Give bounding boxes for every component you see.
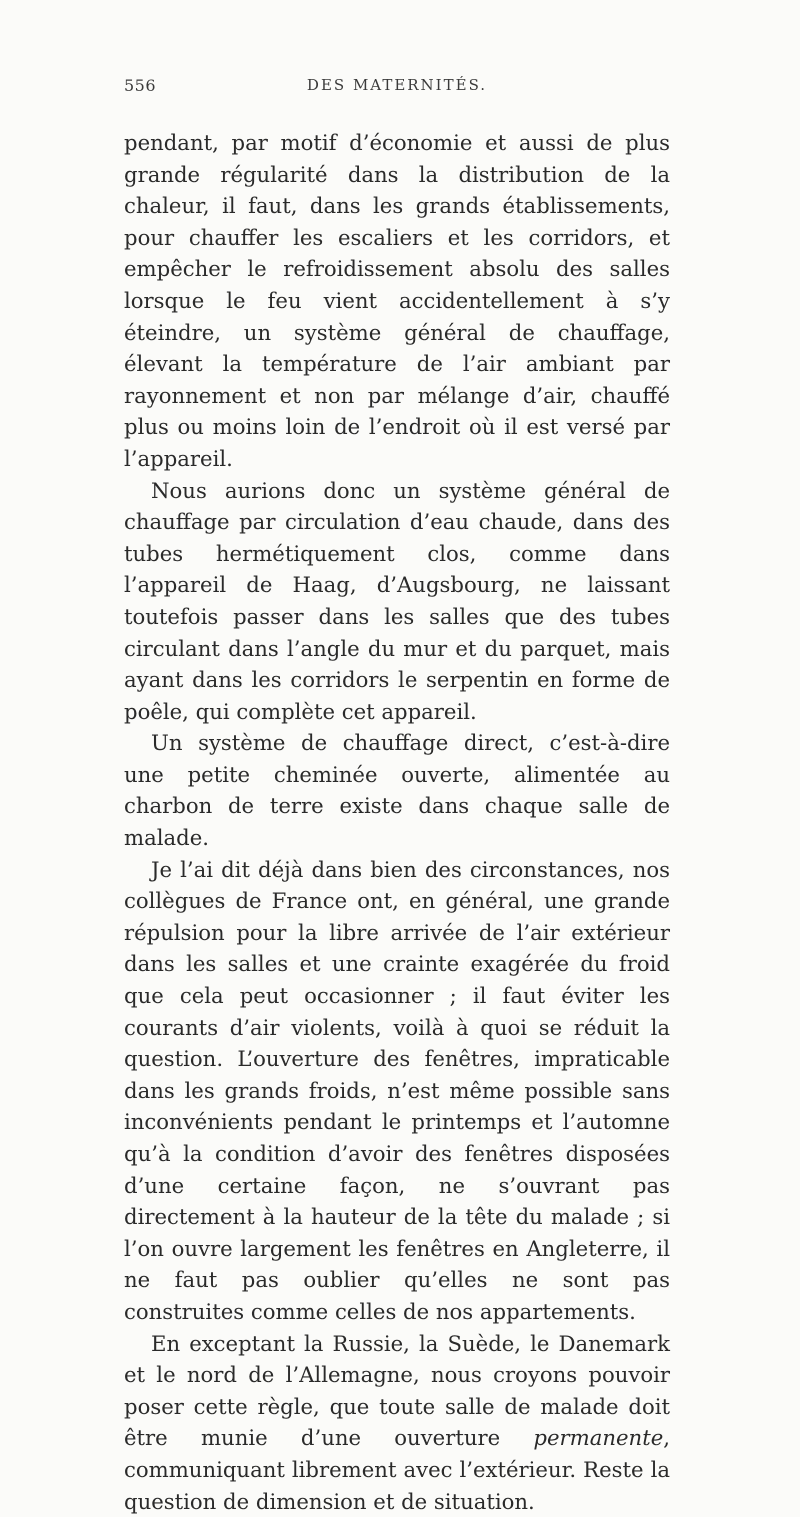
paragraph-text: Nous aurions donc un système général de chauffage par circulation d’eau chaude, dans des tubes hermétiquement clos, comme dans l’appareil de Haag, d’Augsbourg, ne laissant toutefois passer dans les salles que des tubes circulant dans l’angle du mur et du parquet, mais ayant dans les corridors le serpentin en forme de poêle, qui complète cet appareil. [124,477,670,724]
paragraph-text: , communiquant librement avec l’extérieur. Reste la question de dimension et de situation. [124,1425,670,1514]
page-number: 556 [124,76,157,95]
paragraph-text: Je l’ai dit déjà dans bien des circonstances, nos collègues de France ont, en général, une grande répulsion pour la libre arrivée de l’air extérieur dans les salles et une crainte exagérée du froid que cela peut occasionner ; il faut éviter les courants d’air violents, voilà à quoi se réduit la question. L’ouverture des fenêtres, impraticable dans les grands froids, n’est même possible sans inconvénients pendant le printemps et l’automne qu’à la condition d’avoir des fenêtres disposées d’une certaine façon, ne s’ouvrant pas directement à la hauteur de la tête du malade ; si l’on ouvre largement les fenêtres en Angleterre, il ne faut pas oublier qu’elles ne sont pas construites comme celles de nos appartements. [124,856,670,1324]
emphasis-text: permanente [533,1425,664,1451]
paragraph-text: pendant, par motif d’économie et aussi de plus grande régularité dans la distribution de la chaleur, il faut, dans les grands établissements, pour chauffer les escaliers et les corridors, et empêcher le refroidissement absolu des salles lorsque le feu vient accidentellement à s’y éteindre, un système général de chauffage, élevant la température de l’air ambiant par rayonnement et non par mélange d’air, chauffé plus ou moins loin de l’endroit où il est versé par l’appareil. [124,130,670,471]
paragraph [124,854,670,1328]
paragraph [124,727,670,853]
page-header [124,76,670,100]
running-title: DES MATERNITÉS. [306,76,488,94]
paragraph-text: Un système de chauffage direct, c’est-à-dire une petite cheminée ouverte, alimentée au charbon de terre existe dans chaque salle de malade. [124,730,670,851]
paragraph [124,1328,670,1517]
paragraph [124,127,670,475]
body-text [124,127,670,1517]
paragraph-text: En exceptant la Russie, la Suède, le Danemark et le nord de l’Allemagne, nous croyons pouvoir poser cette règle, que toute salle de malade doit être munie d’une ouverture [124,1330,670,1451]
paragraph [124,475,670,728]
